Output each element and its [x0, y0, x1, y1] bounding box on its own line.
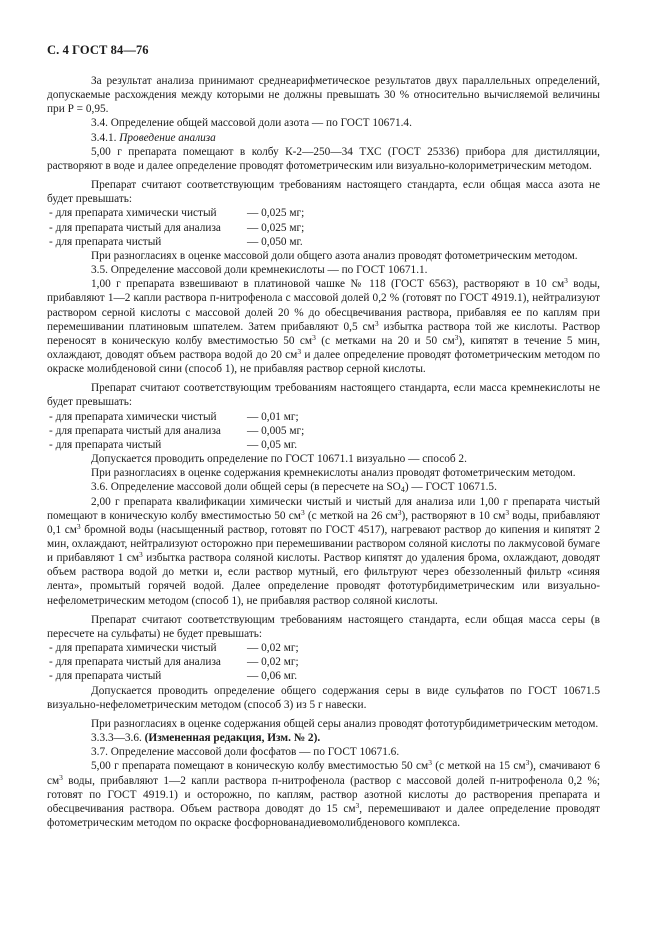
grade-limit: — 0,01 мг; — [247, 410, 299, 423]
paragraph-sulfur-visual: Допускается проводить определение общего содержания серы в виде сульфатов по ГОСТ 10671.5 визуально-нефелометрическим методом (способ 3) из 5 г навески. — [47, 684, 600, 711]
grade-limit: — 0,02 мг; — [247, 642, 299, 655]
paragraph-phosphate-procedure: 5,00 г препарата помещают в коническую колбу вместимостью 50 $см^3$ (с меткой на 15 $см^3$), смачивают 6 $см^3$ воды, прибавляют 1—2 капли раствора п-нитрофенола (раствор с массовой долей п-нитрофенола 0,2 %; готовят по ГОСТ 4919.1) и осторожно, по каплям, раствор азотной кислоты до растворения препарата и обесцвечивания раствора. Объем раствора доводят до 15 $см^3$, перемешивают и далее определение проводят фотометрическим методом по окраске фосфорнованадиевомолибденового комплекса. — [47, 758, 600, 829]
grade-name: - для препарата химически чистый — [49, 410, 217, 423]
paragraph-nitrogen-dispute: При разногласиях в оценке массовой доли общего азота анализ проводят фотометрическим методом. — [91, 249, 578, 262]
paragraph-nitrogen-requirement: Препарат считают соответствующим требованиям настоящего стандарта, если общая масса азота не будет превышать: — [47, 179, 600, 206]
paragraph-silicic-visual: Допускается проводить определение по ГОСТ 10671.1 визуально — способ 2. — [91, 453, 467, 466]
amendment-note: 3.3.3—3.6. (Измененная редакция, Изм. № 2). — [91, 732, 321, 745]
section-3-5-title: 3.5. Определение массовой доли кремнекислоты — по ГОСТ 10671.1. — [91, 264, 428, 277]
section-3-7-title: 3.7. Определение массовой доли фосфатов — по ГОСТ 10671.6. — [91, 746, 400, 759]
grade-name: - для препарата чистый — [49, 438, 162, 451]
list-item — [47, 669, 600, 683]
paragraph-silicic-requirement: Препарат считают соответствующим требованиям настоящего стандарта, если масса кремнекислоты не будет превышать: — [47, 382, 600, 409]
grade-limit: — 0,025 мг; — [247, 207, 305, 220]
page-header: С. 4 ГОСТ 84—76 — [47, 43, 149, 57]
grade-limit: — 0,050 мг. — [247, 235, 303, 248]
list-item — [47, 641, 600, 655]
list-item — [47, 206, 600, 220]
list-item — [47, 438, 600, 452]
paragraph-silicic-dispute: При разногласиях в оценке содержания кремнекислоты анализ проводят фотометрическим методом. — [91, 467, 576, 480]
list-item — [47, 221, 600, 235]
silicic-limits-list — [47, 410, 600, 452]
list-item — [47, 235, 600, 249]
paragraph-sulfur-dispute: При разногласиях в оценке содержания общей серы анализ проводят фототурбидиметрическим методом. — [91, 717, 599, 730]
grade-limit: — 0,025 мг; — [247, 221, 305, 234]
section-3-6-title: 3.6. Определение массовой доли общей серы (в пересчете на $SO_4$) — ГОСТ 10671.5. — [91, 481, 497, 495]
section-number: 3.4.1. — [91, 131, 117, 144]
sulfur-limits-list — [47, 641, 600, 683]
grade-name: - для препарата чистый для анализа — [49, 424, 221, 437]
subsection-title: Проведение анализа — [119, 131, 216, 144]
grade-name: - для препарата чистый — [49, 670, 162, 683]
grade-name: - для препарата чистый — [49, 235, 162, 248]
nitrogen-limits-list — [47, 206, 600, 248]
list-item — [47, 410, 600, 424]
section-3-4-1-title — [47, 131, 600, 145]
list-item — [47, 424, 600, 438]
grade-name: - для препарата чистый для анализа — [49, 221, 221, 234]
list-item — [47, 655, 600, 669]
paragraph-nitrogen-procedure: 5,00 г препарата помещают в колбу К-2—250—34 ТХС (ГОСТ 25336) прибора для дистилляции, растворяют в воде и далее определение проводят фотометрическим или визуально-колориметрическим методом. — [47, 145, 600, 172]
paragraph-result: За результат анализа принимают среднеарифметическое результатов двух параллельных определений, допускаемые расхождения между которыми не должны превышать 30 % относительно вычисляемой величины при Р = 0,95. — [47, 75, 600, 116]
grade-limit: — 0,05 мг. — [247, 438, 298, 451]
section-3-4-title: 3.4. Определение общей массовой доли азота — по ГОСТ 10671.4. — [91, 117, 412, 130]
grade-limit: — 0,02 мг; — [247, 656, 299, 669]
paragraph-sulfur-requirement: Препарат считают соответствующим требованиям настоящего стандарта, если общая масса серы (в пересчете на сульфаты) не будет превышать: — [47, 613, 600, 640]
grade-name: - для препарата химически чистый — [49, 207, 217, 220]
paragraph-sulfur-procedure: 2,00 г препарата квалификации химически чистый и чистый для анализа или 1,00 г препарата чистый помещают в коническую колбу вместимостью 50 $см^3$ (с меткой на 26 $см^3$), растворяют в 10 $см^3$ воды, прибавляют 0,1 $см^3$ бромной воды (насыщенный раствор, готовят по ГОСТ 4517), нагревают раствор до кипения и кипятят 2 мин, охлаждают, нейтрализуют осторожно при перемешивании раствором соляной кислоты по лакмусовой бумаге и прибавляют 1 $см^3$ избытка раствора соляной кислоты. Раствор кипятят до удаления брома, охлаждают, доводят объем раствора водой до метки и, если раствор мутный, его фильтруют через обеззоленный фильтр «синяя лента», промытый горячей водой. Далее определение проводят фототурбидиметрическим или визуально-нефелометрическим методом (способ 1), не прибавляя раствор соляной кислоты. — [47, 495, 600, 607]
paragraph-silicic-procedure: 1,00 г препарата взвешивают в платиновой чашке № 118 (ГОСТ 6563), растворяют в 10 $см^3$ воды, прибавляют 1—2 капли раствора п-нитрофенола с массовой долей 0,2 % (готовят по ГОСТ 4919.1), нейтрализуют раствором серной кислоты с массовой долей 20 % до обесцвечивания раствора, прибавляя ее по каплям при перемешивании платиновым шпателем. Затем прибавляют 0,5 $см^3$ избытка раствора той же кислоты. Раствор переносят в коническую колбу вместимостью 50 $см^3$ (с метками на 20 и 50 $см^3$), кипятят в течение 5 мин, охлаждают, доводят объем раствора водой до 20 $см^3$ и далее определение проводят фотометрическим методом по окраске молибденовой сини (способ 1), не прибавляя раствор серной кислоты. — [47, 276, 601, 376]
grade-limit: — 0,005 мг; — [247, 424, 305, 437]
grade-name: - для препарата чистый для анализа — [49, 656, 221, 669]
document-body — [47, 74, 600, 830]
grade-name: - для препарата химически чистый — [49, 642, 217, 655]
grade-limit: — 0,06 мг. — [247, 670, 298, 683]
